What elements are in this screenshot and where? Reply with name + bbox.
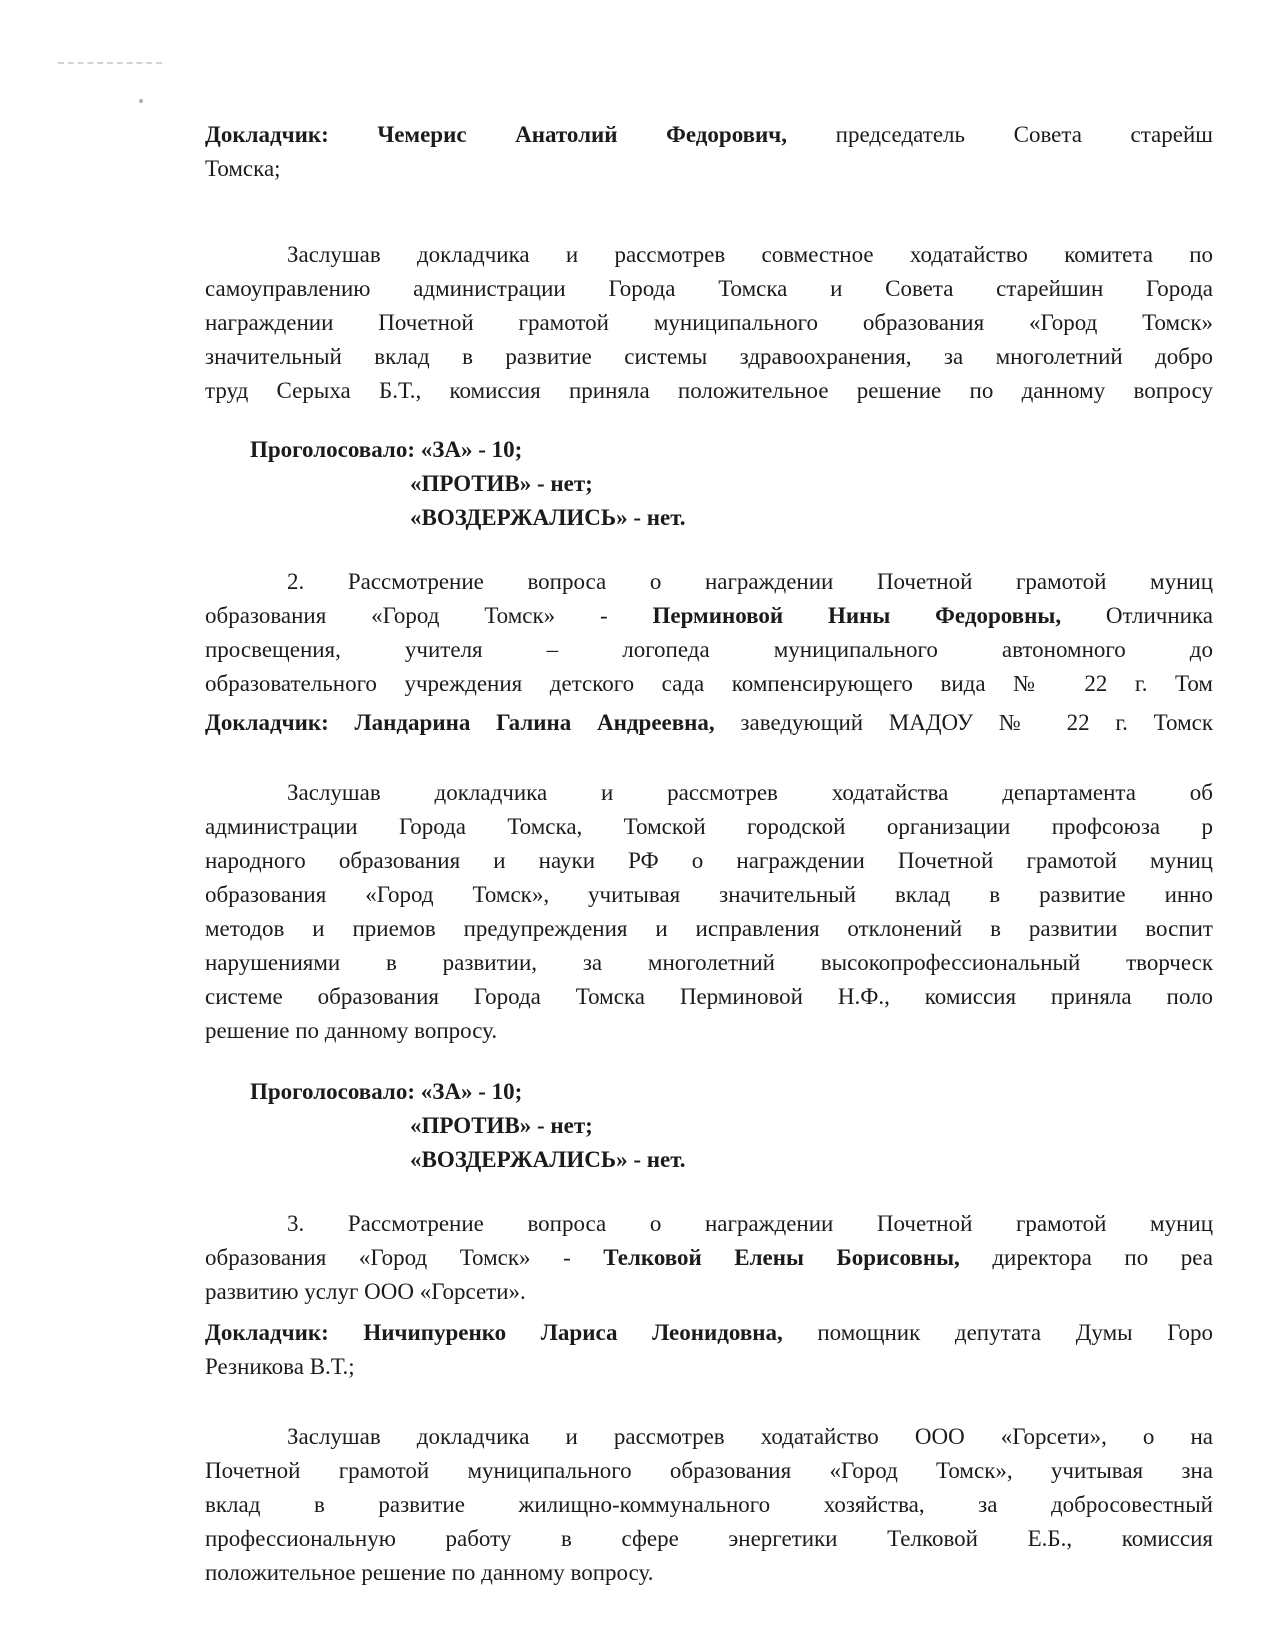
bold-text-segment: Телковой Елены Борисовны, [603, 1245, 960, 1270]
text-segment: народного образования и науки РФ о награждении Почетной грамотой муниц [205, 848, 1213, 873]
text-segment: Резникова В.Т.; [205, 1354, 355, 1379]
text-segment: развитию услуг ООО «Горсети». [205, 1279, 526, 1304]
bold-text-segment: «ВОЗДЕРЖАЛИСЬ» - нет. [410, 505, 686, 530]
text-line [205, 1488, 1213, 1522]
text-line [205, 980, 1213, 1014]
text-line [205, 306, 1213, 340]
text-segment: образования «Город Томск» - [205, 603, 653, 628]
text-line [205, 1075, 1213, 1109]
text-line [205, 878, 1213, 912]
text-line [205, 667, 1213, 701]
text-line [205, 501, 1213, 535]
text-segment: заведующий МАДОУ № 22 г. Томск [714, 710, 1214, 735]
text-segment: Отличника [1061, 603, 1214, 628]
text-segment: награждении Почетной грамотой муниципального образования «Город Томск» [205, 310, 1213, 335]
scan-artifact-dashes [58, 62, 162, 64]
text-segment: Томска; [205, 156, 281, 181]
text-line [205, 1522, 1213, 1556]
text-line [205, 1556, 1213, 1590]
bold-text-segment: Докладчик: Ландарина Галина Андреевна, [205, 710, 715, 735]
text-line [205, 1109, 1213, 1143]
speaker-paragraph-3 [205, 1316, 1213, 1384]
text-segment: просвещения, учителя – логопеда муниципального автономного до [205, 637, 1213, 662]
text-segment: помощник депутата Думы Горо [782, 1320, 1213, 1345]
text-segment: 2. Рассмотрение вопроса о награждении Почетной грамотой муниц [287, 569, 1213, 594]
text-segment: самоуправлению администрации Города Томска и Совета старейшин Города [205, 276, 1213, 301]
text-segment: Заслушав докладчика и рассмотрев ходатайство ООО «Горсети», о на [287, 1424, 1213, 1449]
scan-artifact-dot [139, 99, 143, 103]
speaker-paragraph-2 [205, 706, 1213, 740]
text-line [205, 1014, 1213, 1048]
vote-block-1 [205, 433, 1213, 535]
text-segment: труд Серыха Б.Т., комиссия приняла положительное решение по данному вопросу [205, 378, 1213, 403]
text-line [205, 1241, 1213, 1275]
text-line [205, 946, 1213, 980]
text-line [205, 1316, 1213, 1350]
text-segment: председатель Совета старейш [787, 122, 1213, 147]
bold-text-segment: «ПРОТИВ» - нет; [410, 471, 593, 496]
speaker-paragraph-1 [205, 118, 1213, 186]
text-line [205, 374, 1213, 408]
text-line [205, 238, 1213, 272]
hearing-paragraph-3 [205, 1420, 1213, 1590]
text-segment: Заслушав докладчика и рассмотрев ходатайства департамента об [287, 780, 1213, 805]
text-line [205, 1207, 1213, 1241]
text-line [205, 467, 1213, 501]
text-line [205, 118, 1213, 152]
text-segment: нарушениями в развитии, за многолетний высокопрофессиональный творческ [205, 950, 1213, 975]
bold-text-segment: Перминовой Нины Федоровны, [652, 603, 1062, 628]
text-segment: образования «Город Томск» - [205, 1245, 604, 1270]
text-line [205, 1454, 1213, 1488]
text-line [205, 1143, 1213, 1177]
text-line [205, 340, 1213, 374]
item-2-paragraph [205, 565, 1213, 701]
text-segment: профессиональную работу в сфере энергетики Телковой Е.Б., комиссия [205, 1526, 1213, 1551]
bold-text-segment: «ВОЗДЕРЖАЛИСЬ» - нет. [410, 1147, 686, 1172]
text-line [205, 272, 1213, 306]
text-line [205, 633, 1213, 667]
bold-text-segment: Докладчик: Ничипуренко Лариса Леонидовна, [205, 1320, 783, 1345]
text-line [205, 599, 1213, 633]
text-segment: Почетной грамотой муниципального образования «Город Томск», учитывая зна [205, 1458, 1213, 1483]
text-segment: значительный вклад в развитие системы здравоохранения, за многолетний добро [205, 344, 1213, 369]
text-segment: образовательного учреждения детского сада компенсирующего вида № 22 г. Том [205, 671, 1213, 696]
item-3-paragraph [205, 1207, 1213, 1309]
text-line [205, 1420, 1213, 1454]
hearing-paragraph-2 [205, 776, 1213, 1048]
text-segment: положительное решение по данному вопросу. [205, 1560, 654, 1585]
text-segment: методов и приемов предупреждения и исправления отклонений в развитии воспит [205, 916, 1213, 941]
text-line [205, 844, 1213, 878]
hearing-paragraph-1 [205, 238, 1213, 408]
text-line [205, 706, 1213, 740]
bold-text-segment: Проголосовало: «ЗА» - 10; [250, 1079, 523, 1104]
bold-text-segment: Докладчик: Чемерис Анатолий Федорович, [205, 122, 788, 147]
text-segment: 3. Рассмотрение вопроса о награждении Почетной грамотой муниц [287, 1211, 1213, 1236]
text-segment: образования «Город Томск», учитывая значительный вклад в развитие инно [205, 882, 1213, 907]
vote-block-2 [205, 1075, 1213, 1177]
text-line [205, 776, 1213, 810]
text-segment: администрации Города Томска, Томской городской организации профсоюза р [205, 814, 1213, 839]
text-line [205, 152, 1213, 186]
text-line [205, 433, 1213, 467]
text-line [205, 565, 1213, 599]
text-line [205, 1350, 1213, 1384]
text-line [205, 1275, 1213, 1309]
text-segment: Заслушав докладчика и рассмотрев совместное ходатайство комитета по [287, 242, 1213, 267]
text-segment: решение по данному вопросу. [205, 1018, 498, 1043]
text-segment: вклад в развитие жилищно-коммунального хозяйства, за добросовестный [205, 1492, 1213, 1517]
text-line [205, 912, 1213, 946]
text-segment: системе образования Города Томска Перминовой Н.Ф., комиссия приняла поло [205, 984, 1213, 1009]
bold-text-segment: Проголосовало: «ЗА» - 10; [250, 437, 523, 462]
text-segment: директора по реа [959, 1245, 1213, 1270]
document-body [205, 118, 1213, 1590]
text-line [205, 810, 1213, 844]
bold-text-segment: «ПРОТИВ» - нет; [410, 1113, 593, 1138]
